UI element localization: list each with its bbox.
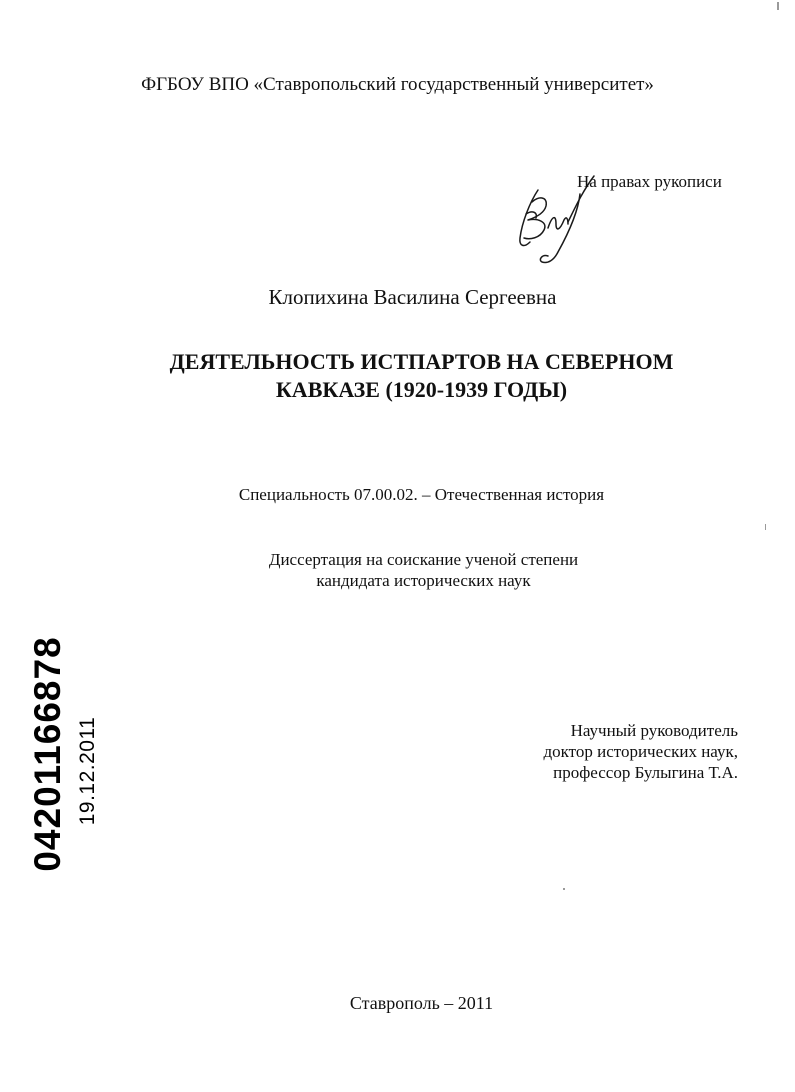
scan-speck bbox=[777, 2, 779, 10]
supervisor-role: Научный руководитель bbox=[570, 721, 738, 740]
dissertation-description bbox=[0, 549, 795, 591]
scan-speck bbox=[765, 524, 766, 530]
scan-speck bbox=[563, 888, 565, 890]
city-and-year: Ставрополь – 2011 bbox=[349, 993, 494, 1013]
institution-name: ФГБОУ ВПО «Ставропольский государственный университет» bbox=[141, 74, 654, 95]
dissertation-line-2: кандидата исторических наук bbox=[316, 571, 531, 590]
specialty-line: Специальность 07.00.02. – Отечественная история bbox=[238, 485, 605, 504]
scientific-supervisor bbox=[543, 720, 738, 783]
dissertation-line-1: Диссертация на соискание ученой степени bbox=[268, 550, 579, 569]
title-line-2: КАВКАЗЕ (1920-1939 ГОДЫ) bbox=[275, 377, 568, 402]
dissertation-title bbox=[0, 348, 795, 404]
library-stamp-date: 19.12.2011 bbox=[76, 716, 99, 826]
supervisor-degree: доктор исторических наук, bbox=[543, 742, 738, 761]
library-stamp-number: 04201166878 bbox=[27, 636, 68, 872]
author-name: Клопихина Василина Сергеевна bbox=[268, 285, 557, 309]
supervisor-name: профессор Булыгина Т.А. bbox=[553, 763, 738, 782]
manuscript-rights-note: На правах рукописи bbox=[577, 172, 722, 191]
title-line-1: ДЕЯТЕЛЬНОСТЬ ИСТПАРТОВ НА СЕВЕРНОМ bbox=[169, 349, 674, 374]
